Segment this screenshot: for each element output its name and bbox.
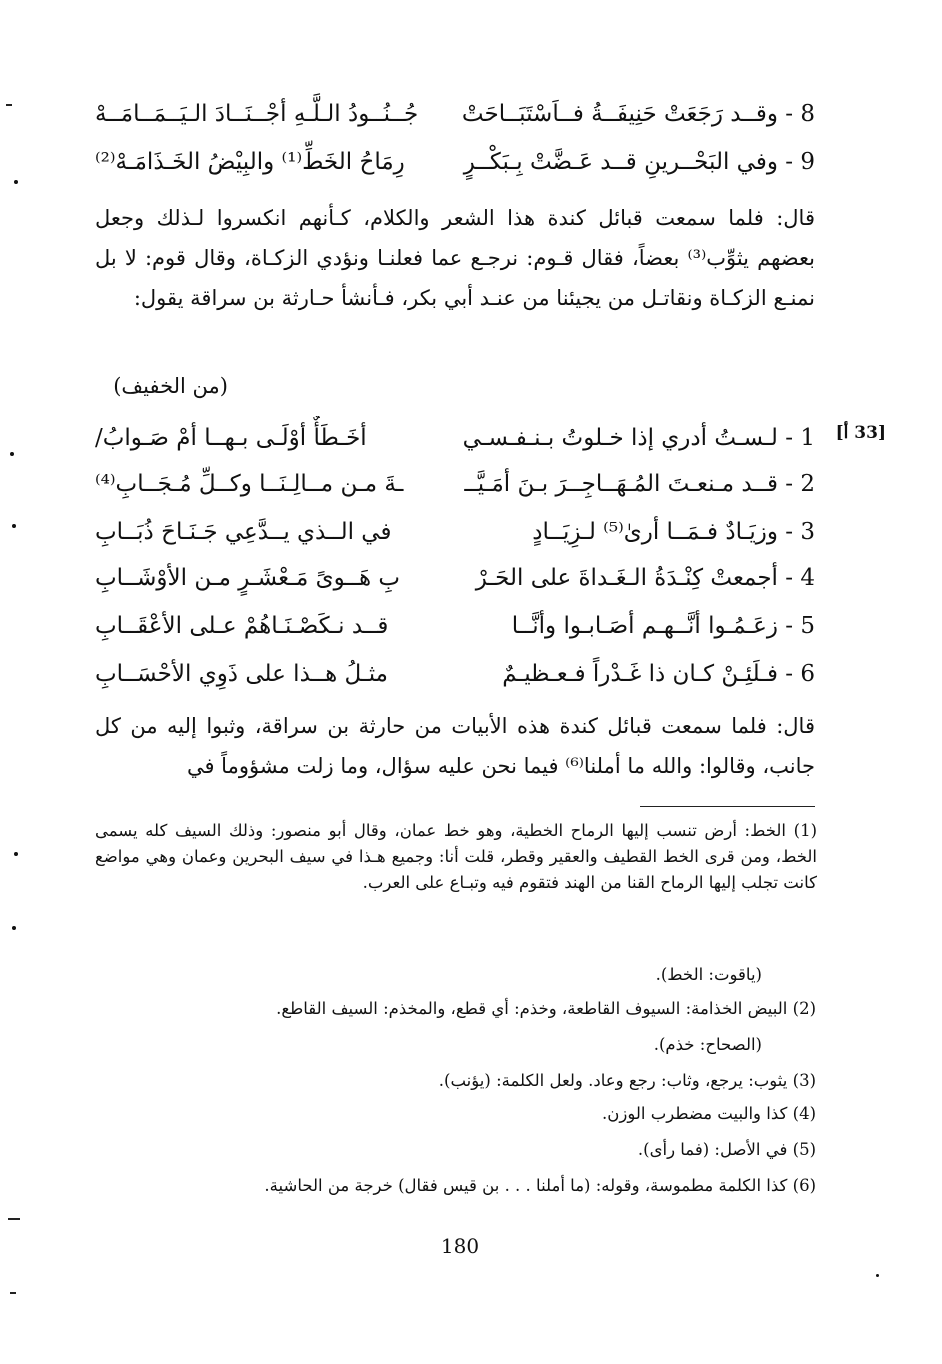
verse-line (95, 416, 815, 460)
footnote-2-source: (الصحاح: خذم). (653, 1035, 762, 1054)
verse-first-hemistich: 8 - وقــد رَجَعَتْ حَنِيفَــةُ فــاَسْتَبَــاحَتْ (461, 101, 815, 127)
folio-marker: [33 أ] (835, 423, 886, 443)
footnote-1: (1) الخط: أرض تنسب إليها الرماح الخطية، وهو خط عمان، وقال أبو منصور: وذلك السيف كله يسمى الخط، ومن قرى الخط القطيف والعقير وقطر، قلت أنا: وجميع هـذا في سيف البحرين وعمان وهي مواضع كانت تجلب إليها الرماح القنا من الهند فتقوم فيه وتبـاع على العرب. (95, 821, 817, 892)
verse-first-hemistich: 5 - زعَـمُـوا أنَّــهـم أصَـابـوا وأنَّــا (511, 613, 815, 639)
verse-line (95, 556, 815, 600)
verse-line (95, 92, 815, 136)
body-paragraph: قال: فلما سمعت قبائل كندة هذا الشعر والكلام، كـأنهم انكسروا لـذلك وجعل بعضهم يثوِّب⁽³⁾ بعضاً، فقال قـوم: نرجـع عما فعلنـا ونؤدي الزكـاة، وقال قوم: لا بل نمنـع الزكـاة ونقاتـل من يجيئنا من عنـد أبي بكر، فـأنشأ حـارثة بن سراقة يقول: (95, 206, 815, 310)
footnote-3: (3) يثوب: يرجع، وثاب: رجع وعاد. ولعل الكلمة: (يؤنب). (438, 1071, 816, 1090)
verse-second-hemistich: مثـلُ هــذا على ذَوِي الأحْسَــابِ (95, 661, 388, 687)
verse-first-hemistich: 2 - قــد مـنعـتَ المُـهَــاجِــرَ بـنَ أمَـيَّــ (464, 471, 815, 497)
scan-mark (876, 1274, 879, 1277)
verse-second-hemistich: أخَـطَأٌ أوْلَـى بـهــا أمْ صَـوابُ/ (95, 425, 367, 451)
verse-second-hemistich: رِمَاحُ الخَطِّ⁽¹⁾ والبِيْضُ الخَـذَامَـهْ⁽²⁾ (95, 149, 405, 175)
verse-line (95, 652, 815, 696)
scan-mark (12, 524, 16, 528)
scan-mark (14, 180, 18, 184)
verse-first-hemistich: 1 - لـسـتُ أدري إذا خـلوتُ بـنـفـسـي (462, 425, 815, 451)
scan-mark (10, 1292, 16, 1294)
footnote-4: (4) كذا والبيت مضطرب الوزن. (602, 1104, 816, 1123)
verse-second-hemistich: ـةَ مـن مــالِـنَــا وكــلِّ مُـجَــابِ⁽⁴⁾ (95, 471, 404, 497)
footnote-1-source: (ياقوت: الخط). (655, 965, 762, 984)
verse-first-hemistich: 6 - فـلَئِـنْ كـان ذا غَـدْراً فـعـظيـمٌ (502, 661, 815, 687)
page-number: 180 (440, 1234, 480, 1258)
verse-second-hemistich: في الــذي يــدَّعِي جَـنَـاحَ ذُبَــابِ (95, 519, 392, 545)
body-paragraph: قال: فلما سمعت قبائل كندة هذه الأبيات من حارثة بن سراقة، وثبوا إليه من كل جانب، وقالوا: والله ما أملنا⁽⁶⁾ فيما نحن عليه سؤال، وما زلت مشؤوماً في (95, 714, 815, 778)
verse-line (95, 140, 815, 184)
verse-line (95, 462, 815, 506)
verse-first-hemistich: 4 - أجمعتْ كِنْـدَةُ الـغَـداةَ على الحَـرْ (475, 565, 815, 591)
verse-second-hemistich: جُــنُــودُ الـلَّـهِ أجْــنَــادَ الـيَــمَــامَــهْ (95, 101, 419, 127)
footnote-6: (6) كذا الكلمة مطموسة، وقوله: (ما أملنا . . . بن قيس فقال) خرجة من الحاشية. (264, 1176, 816, 1195)
meter-label: (من الخفيف) (113, 374, 228, 398)
verse-line (95, 510, 815, 554)
verse-second-hemistich: قــد نـكَصْـنَـاهُمْ عـلى الأعْقَــابِ (95, 613, 389, 639)
scan-mark (12, 926, 16, 930)
scan-mark (8, 1218, 20, 1220)
verse-first-hemistich: 3 - وزيَـادٌ فـمَــا أرىٰ⁽⁵⁾ لـزِيَــادٍ (532, 519, 815, 545)
footnote-5: (5) في الأصل: (فما رأى). (637, 1140, 816, 1159)
scan-mark (14, 852, 18, 856)
verse-first-hemistich: 9 - وفي البَحْــرينِ قــد عَـضَّتْ بِـبَكْــرٍ (463, 149, 815, 175)
verse-second-hemistich: بِ هَــوىً مَـعْشَـرٍ مـن الأوْشَــابِ (95, 565, 401, 591)
scan-mark (6, 104, 12, 106)
verse-line (95, 604, 815, 648)
footnote-2: (2) البيض الخذامة: السيوف القاطعة، وخذم: أي قطع، والمخذم: السيف القاطع. (276, 999, 816, 1018)
scan-mark (10, 452, 14, 456)
footnote-separator (640, 806, 815, 807)
